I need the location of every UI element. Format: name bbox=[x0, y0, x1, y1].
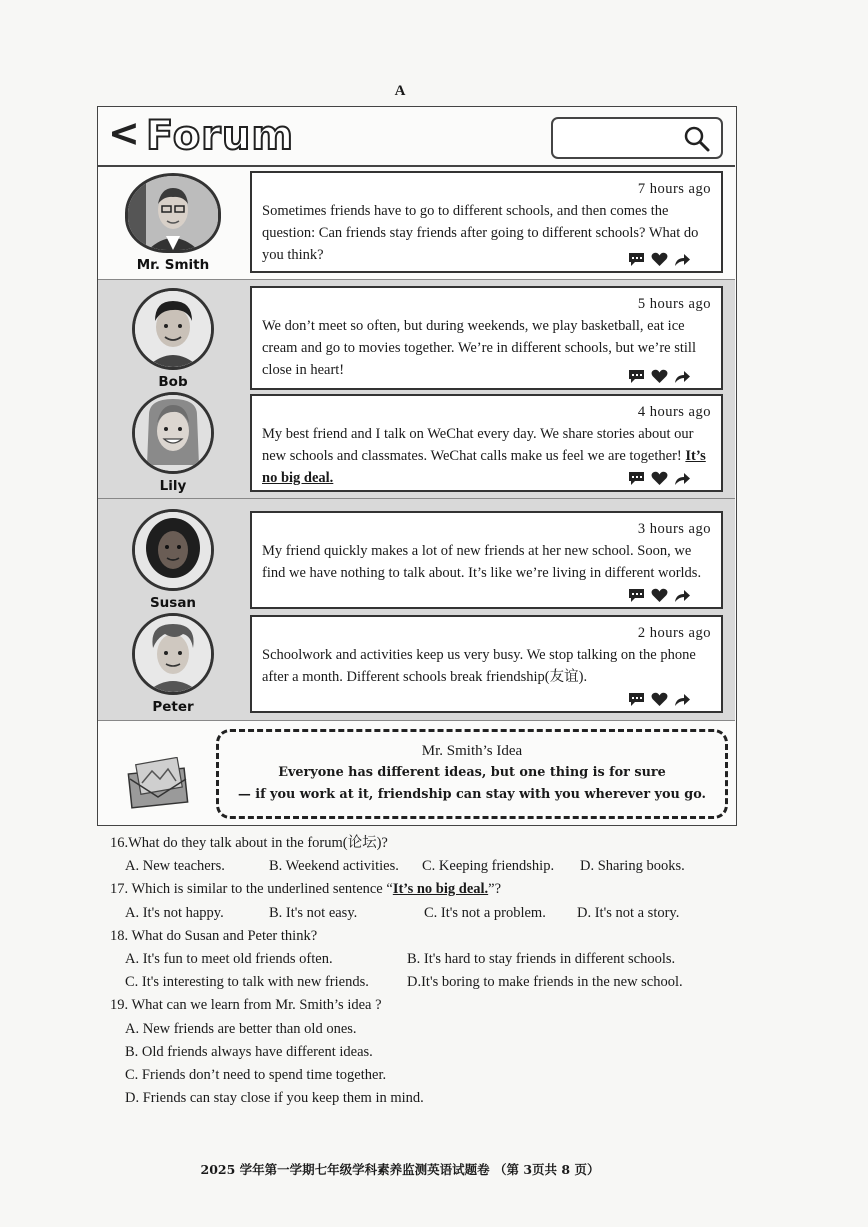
option-b[interactable]: B. It's hard to stay friends in different schools. bbox=[407, 950, 676, 967]
heart-icon[interactable] bbox=[651, 588, 668, 603]
question-options bbox=[110, 855, 750, 878]
question-options bbox=[110, 902, 750, 925]
option-a[interactable]: A. New friends are better than old ones. bbox=[125, 1020, 357, 1037]
question-options bbox=[110, 948, 750, 971]
option-a[interactable]: A. It's fun to meet old friends often. bbox=[125, 950, 333, 967]
user-mr-smith bbox=[108, 173, 238, 273]
avatar bbox=[132, 509, 214, 591]
user-name: Peter bbox=[152, 699, 194, 715]
idea-line-1: Everyone has different ideas, but one thing is for sure bbox=[278, 765, 666, 780]
option-a[interactable]: A. New teachers. bbox=[125, 858, 225, 875]
post-time: 4 hours ago bbox=[637, 404, 711, 420]
envelope-icon bbox=[126, 757, 190, 809]
forum-panel bbox=[97, 106, 737, 826]
idea-line-2: — if you work at it, friendship can stay with you wherever you go. bbox=[237, 787, 707, 802]
post-time: 7 hours ago bbox=[637, 181, 711, 197]
option-c[interactable]: C. Friends don’t need to spend time together. bbox=[125, 1066, 387, 1083]
idea-title: Mr. Smith’s Idea bbox=[421, 743, 523, 759]
share-icon[interactable] bbox=[674, 588, 691, 603]
post-actions bbox=[628, 471, 691, 486]
forum-header bbox=[98, 107, 735, 167]
post-text: We don’t meet so often, but during weekends, we play basketball, eat ice cream and go to movies together. We’re in different schools, but we’re still close in heart! bbox=[262, 318, 696, 378]
post-peter bbox=[250, 615, 723, 713]
idea-box bbox=[216, 729, 728, 819]
question-stem: 19. What can we learn from Mr. Smith’s idea ? bbox=[110, 997, 382, 1014]
option-a[interactable]: A. It's not happy. bbox=[125, 904, 224, 921]
post-text: Sometimes friends have to go to different schools, and then comes the question: Can friends stay friends after going to different schools? What do you think? bbox=[262, 203, 699, 263]
post-time: 3 hours ago bbox=[637, 521, 711, 537]
option-d[interactable]: D. It's not a story. bbox=[577, 904, 680, 921]
question-18 bbox=[110, 925, 750, 995]
option-d[interactable]: D.It's boring to make friends in the new school. bbox=[407, 974, 683, 991]
questions bbox=[110, 832, 750, 1110]
avatar bbox=[132, 392, 214, 474]
option-d[interactable]: D. Sharing books. bbox=[580, 858, 685, 875]
user-name: Lily bbox=[159, 478, 187, 494]
heart-icon[interactable] bbox=[651, 369, 668, 384]
user-name: Bob bbox=[158, 374, 188, 390]
comment-icon[interactable] bbox=[628, 369, 645, 384]
question-stem: 16.What do they talk about in the forum(论坛)? bbox=[110, 835, 388, 851]
question-stem: 18. What do Susan and Peter think? bbox=[110, 927, 318, 944]
underlined-sentence: It’s no big deal. bbox=[262, 448, 706, 486]
page-footer: 2025 学年第一学期七年级学科素养监测英语试题卷 （第 3页共 8 页） bbox=[200, 1162, 600, 1177]
post-text: Schoolwork and activities keep us very busy. We stop talking on the phone after a month. Different schools break friendship(友谊). bbox=[262, 647, 696, 685]
question-16 bbox=[110, 832, 750, 878]
user-susan bbox=[108, 509, 238, 611]
search-icon[interactable] bbox=[683, 125, 711, 153]
post-lily bbox=[250, 394, 723, 492]
user-peter bbox=[108, 613, 238, 715]
post-actions bbox=[628, 252, 691, 267]
heart-icon[interactable] bbox=[651, 692, 668, 707]
avatar bbox=[132, 613, 214, 695]
forum-row-mr-smith bbox=[98, 169, 735, 279]
question-19 bbox=[110, 994, 750, 1110]
user-lily bbox=[108, 392, 238, 494]
option-c[interactable]: C. Keeping friendship. bbox=[422, 858, 555, 875]
option-b[interactable]: B. Old friends always have different ideas. bbox=[125, 1043, 373, 1060]
share-icon[interactable] bbox=[674, 369, 691, 384]
post-text: My friend quickly makes a lot of new friends at her new school. Soon, we find we have nothing to talk about. It’s like we’re living in different worlds. bbox=[262, 543, 702, 581]
post-bob bbox=[250, 286, 723, 390]
comment-icon[interactable] bbox=[628, 692, 645, 707]
user-name: Susan bbox=[149, 595, 197, 611]
user-name: Mr. Smith bbox=[136, 257, 210, 273]
option-b[interactable]: B. It's not easy. bbox=[269, 904, 358, 921]
share-icon[interactable] bbox=[674, 471, 691, 486]
option-b[interactable]: B. Weekend activities. bbox=[269, 858, 399, 875]
post-actions bbox=[628, 588, 691, 603]
post-susan bbox=[250, 511, 723, 609]
option-c[interactable]: C. It's not a problem. bbox=[424, 904, 546, 921]
question-17 bbox=[110, 878, 750, 924]
forum-row-idea bbox=[98, 721, 735, 825]
post-actions bbox=[628, 369, 691, 384]
comment-icon[interactable] bbox=[628, 252, 645, 267]
heart-icon[interactable] bbox=[651, 471, 668, 486]
heart-icon[interactable] bbox=[651, 252, 668, 267]
option-c[interactable]: C. It's interesting to talk with new friends. bbox=[125, 974, 369, 991]
avatar bbox=[132, 288, 214, 370]
post-time: 5 hours ago bbox=[637, 296, 711, 312]
share-icon[interactable] bbox=[674, 252, 691, 267]
post-time: 2 hours ago bbox=[637, 625, 711, 641]
post-mr-smith bbox=[250, 171, 723, 273]
post-text: My best friend and I talk on WeChat every day. We share stories about our new schools and classmates. WeChat calls make us feel we are together! It’s no big deal. bbox=[262, 426, 706, 486]
forum-row-susan-peter bbox=[98, 499, 735, 721]
search-box[interactable] bbox=[551, 117, 723, 159]
user-bob bbox=[108, 288, 238, 390]
comment-icon[interactable] bbox=[628, 588, 645, 603]
question-stem: 17. Which is similar to the underlined sentence “It’s no big deal.”? bbox=[110, 881, 502, 898]
back-arrow-icon[interactable]: < bbox=[108, 111, 140, 155]
comment-icon[interactable] bbox=[628, 471, 645, 486]
forum-row-bob-lily bbox=[98, 279, 735, 499]
option-d[interactable]: D. Friends can stay close if you keep them in mind. bbox=[125, 1090, 424, 1107]
question-options bbox=[110, 971, 750, 994]
forum-title: Forum bbox=[146, 113, 295, 159]
share-icon[interactable] bbox=[674, 692, 691, 707]
post-actions bbox=[628, 692, 691, 707]
avatar bbox=[125, 173, 221, 253]
section-letter: A bbox=[394, 83, 406, 99]
